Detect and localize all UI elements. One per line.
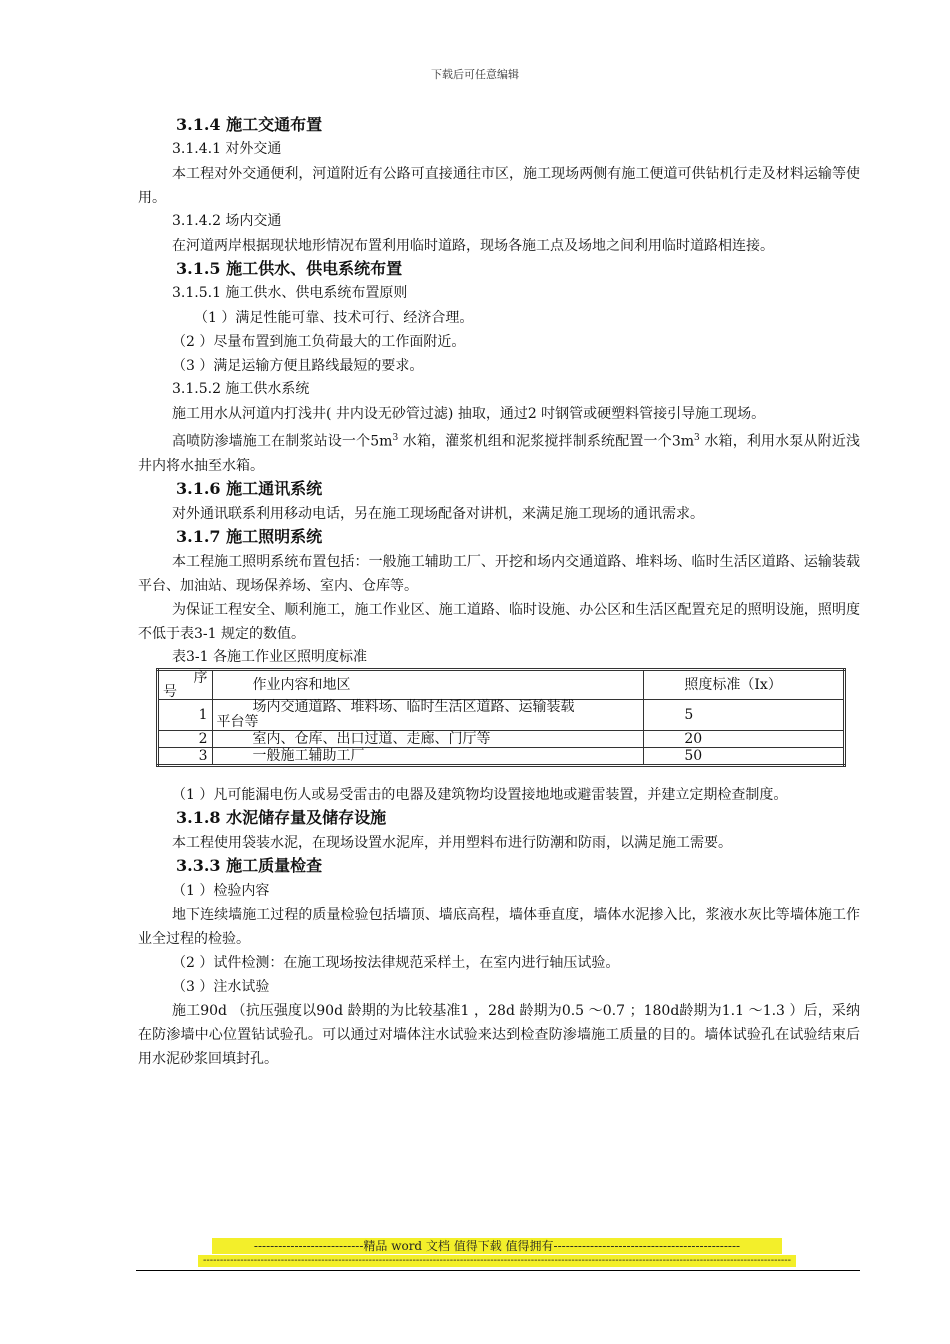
footer-banner: ---------------------------精品 word 文档 值得下载 值得拥有----------------------------------------------: [212, 1238, 782, 1254]
table-row: 3 一般施工辅助工厂 50: [158, 747, 845, 765]
inspection-item-2: （2 ）试件检测：在施工现场按法律规范采样土，在室内进行轴压试验。: [172, 954, 620, 971]
footer-rule: [136, 1270, 860, 1271]
header-no: 序 号: [158, 669, 213, 699]
illumination-table: [156, 668, 846, 767]
paragraph-water-supply: 施工用水从河道内打浅井( 井内设无砂管过滤) 抽取，通过2 吋钢管或硬塑料管接引导施工现场。: [172, 406, 766, 422]
section-3-3-3-title: 3.3.3 施工质量检查: [176, 855, 323, 875]
principle-item-3: （3 ）满足运输方便且路线最短的要求。: [172, 358, 424, 374]
principle-item-1: （1 ）满足性能可靠、技术可行、经济合理。: [194, 310, 474, 326]
paragraph-lighting-layout: 本工程施工照明系统布置包括：一般施工辅助工厂、开挖和场内交通道路、堆料场、临时生活区道路、运输装载平台、加油站、现场保养场、室内、仓库等。: [138, 553, 860, 594]
inspection-item-1: （1 ）检验内容: [172, 882, 270, 899]
paragraph-water-test: 施工90d （抗压强度以90d 龄期的为比较基准1 ，28d 龄期为0.5 ～0.7 ；180d龄期为1.1 ～1.3 ）后，采纳在防渗墙中心位置钻试验孔。可以通过对墙体注水试验来达到检查防渗墙施工质量的目的。墙体试验孔在试验结束后用水泥砂浆回填封孔。: [138, 1002, 860, 1067]
header-desc: 作业内容和地区: [212, 669, 644, 699]
section-3-1-8-title: 3.1.8 水泥储存量及储存设施: [176, 807, 387, 827]
page-header: 下载后可任意编辑: [431, 68, 519, 81]
document-body: [138, 114, 860, 1071]
section-3-1-5-title: 3.1.5 施工供水、供电系统布置: [176, 259, 403, 278]
principle-item-2: （2 ）尽量布置到施工负荷最大的工作面附近。: [172, 334, 466, 350]
table-row: 1 场内交通道路、堆料场、临时生活区道路、运输装载 平台等 5: [158, 699, 845, 730]
table-caption: 表3-1 各施工作业区照明度标准: [172, 648, 367, 665]
paragraph-external-traffic: 本工程对外交通便利，河道附近有公路可直接通往市区，施工现场两侧有施工便道可供钻机行走及材料运输等使用。: [138, 166, 860, 206]
section-3-1-6-title: 3.1.6 施工通讯系统: [176, 478, 323, 498]
paragraph-inspection-content: 地下连续墙施工过程的质量检验包括墙顶、墙底高程，墙体垂直度，墙体水泥掺入比，浆液水灰比等墙体施工作业全过程的检验。: [138, 906, 860, 947]
inspection-item-3: （3 ）注水试验: [172, 978, 270, 995]
paragraph-site-traffic: 在河道两岸根据现状地形情况布置利用临时道路，现场各施工点及场地之间利用临时道路相连接。: [172, 238, 774, 254]
header-std: 照度标准（Ix）: [644, 669, 845, 699]
subsection-3-1-4-1: 3.1.4.1 对外交通: [172, 141, 282, 157]
subsection-3-1-5-1: 3.1.5.1 施工供水、供电系统布置原则: [172, 285, 408, 301]
table-header-row: [158, 669, 845, 699]
paragraph-lighting-standard: 为保证工程安全、顺利施工，施工作业区、施工道路、临时设施、办公区和生活区配置充足的照明设施，照明度不低于表3-1 规定的数值。: [138, 601, 860, 642]
footer-dashes: ------------------------------------------------------------------------------------------------------------------------------------------------------------------------------: [198, 1255, 796, 1267]
section-3-1-7-title: 3.1.7 施工照明系统: [176, 526, 323, 546]
subsection-3-1-5-2: 3.1.5.2 施工供水系统: [172, 381, 310, 397]
paragraph-communication: 对外通讯联系利用移动电话，另在施工现场配备对讲机，来满足施工现场的通讯需求。: [172, 505, 704, 522]
paragraph-cement-storage: 本工程使用袋装水泥，在现场设置水泥库，并用塑料布进行防潮和防雨，以满足施工需要。: [172, 834, 732, 851]
table-row: 2 室内、仓库、出口过道、走廊、门厅等 20: [158, 730, 845, 747]
subsection-3-1-4-2: 3.1.4.2 场内交通: [172, 213, 282, 229]
paragraph-water-tanks: 高喷防渗墙施工在制浆站设一个$5m^3$ 水箱，灌浆机组和泥浆搅拌制系统配置一个$3m^3$ 水箱，利用水泵从附近浅井内将水抽至水箱。: [138, 433, 860, 474]
section-3-1-4-title: 3.1.4 施工交通布置: [176, 115, 323, 134]
paragraph-grounding-note: （1 ）凡可能漏电伤人或易受雷击的电器及建筑物均设置接地地或避雷装置，并建立定期检查制度。: [172, 786, 788, 803]
